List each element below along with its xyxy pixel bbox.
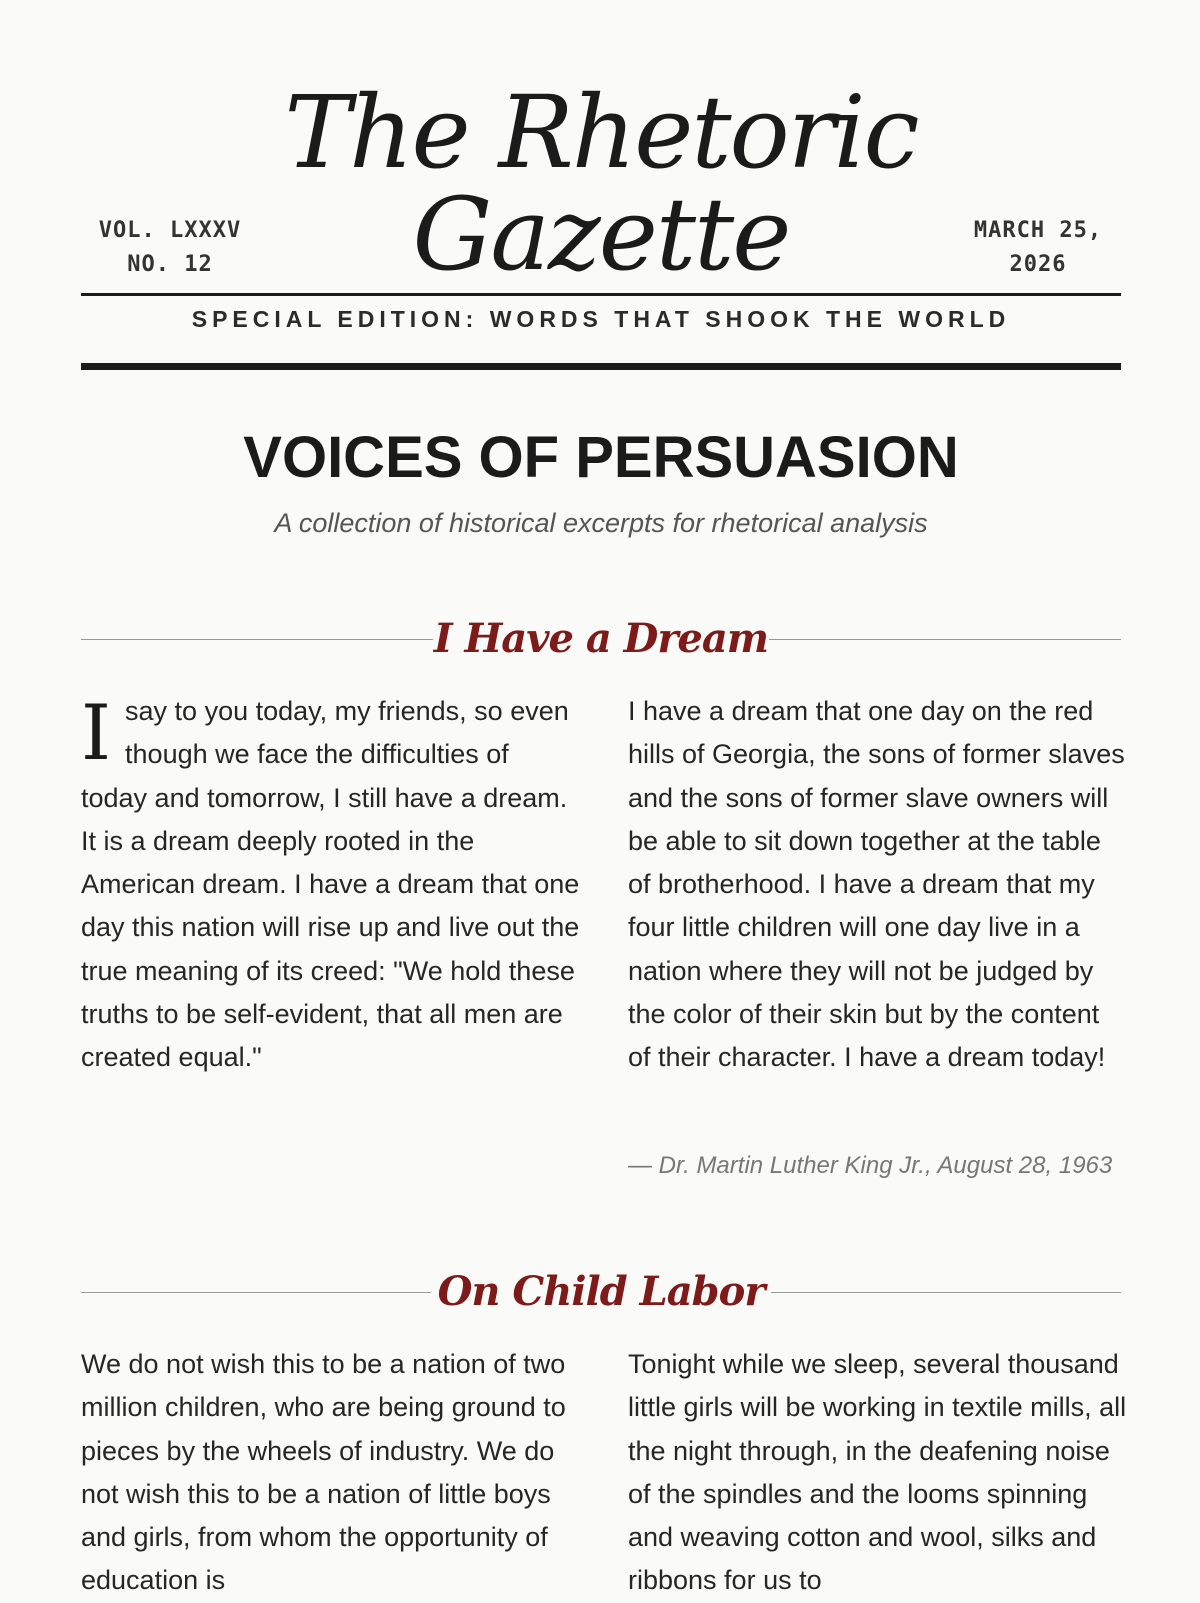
volume-line: VOL. LXXXV (98, 218, 242, 243)
section-heading (81, 614, 1121, 664)
section-title: On Child Labor (437, 1268, 765, 1315)
column-left (81, 1343, 581, 1603)
section-on-child-labor (81, 1267, 1127, 1596)
attribution: — Dr. Martin Luther King Jr., August 28, 1963 (628, 1152, 1113, 1179)
gazette-page (81, 0, 1127, 1596)
gazette-title-line2: Gazette (412, 176, 790, 293)
section-i-have-a-dream (81, 614, 1125, 1179)
heading-rule-right (771, 1292, 1121, 1293)
heading-rule-right (769, 639, 1121, 640)
section-title: I Have a Dream (433, 615, 769, 662)
column-right-text: Tonight while we sleep, several thousand little girls will be working in textile mills, all the night through, in the deafening noise of the spindles and the looms spinning and weaving cotton and wool, silks and ribbons for us to (628, 1349, 1127, 1596)
masthead-thick-rule (81, 363, 1121, 370)
masthead (81, 0, 1121, 292)
issue-number: NO. 12 (127, 252, 213, 277)
special-edition-banner: SPECIAL EDITION: WORDS THAT SHOOK THE WORLD (191, 306, 1011, 332)
gazette-title-line1: The Rhetoric (284, 74, 918, 191)
column-left (81, 690, 581, 1080)
masthead-rule (81, 293, 1121, 296)
section-heading (81, 1267, 1121, 1317)
column-left-text: say to you today, my friends, so even though we face the difficulties of today and tomorrow, I still have a dream. It is a dream deeply rooted in the American dream. I have a dream that one day this nation will rise up and live out the true meaning of its creed: "We hold these truths to be self-evident, that all men are created equal." (81, 696, 580, 1073)
volume-info (95, 214, 245, 282)
page-subtitle: A collection of historical excerpts for rhetorical analysis (274, 508, 928, 538)
page-title: VOICES OF PERSUASION (243, 425, 959, 490)
column-right (628, 690, 1128, 1080)
issue-date-line2: 2026 (1009, 252, 1067, 277)
issue-date (963, 214, 1113, 282)
issue-date-line1: MARCH 25, (973, 218, 1103, 243)
column-left-text: We do not wish this to be a nation of two million children, who are being ground to pieces by the wheels of industry. We do not wish this to be a nation of little boys and girls, from whom the opportunity of education is (81, 1349, 566, 1596)
drop-cap: I (81, 688, 112, 777)
column-right-text: I have a dream that one day on the red hills of Georgia, the sons of former slaves and the sons of former slave owners will be able to sit down together at the table of brotherhood. I have a dream that my four little children will one day live in a nation where they will not be judged by the color of their skin but by the content of their character. I have a dream today! (628, 696, 1125, 1073)
column-right (628, 1343, 1128, 1603)
